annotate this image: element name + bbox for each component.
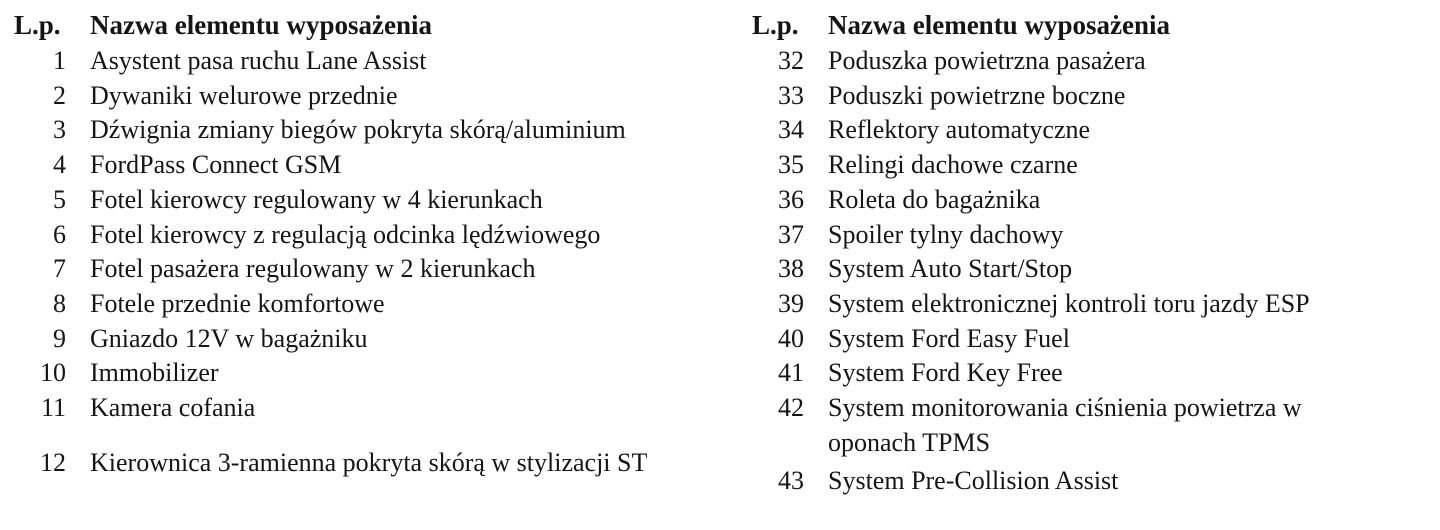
row-number: 34	[778, 115, 804, 145]
row-name: Fotel pasażera regulowany w 2 kierunkach	[90, 254, 536, 284]
row-number: 39	[778, 288, 804, 318]
table-row	[752, 183, 1432, 218]
table-row	[752, 79, 1432, 114]
table-header	[14, 6, 734, 44]
row-number: 12	[40, 447, 66, 477]
table-row	[14, 79, 734, 114]
row-number: 2	[53, 80, 66, 110]
row-number: 8	[53, 288, 66, 318]
row-number: 33	[778, 80, 804, 110]
table-row	[752, 218, 1432, 253]
table-row	[14, 113, 734, 148]
row-number: 6	[53, 219, 66, 249]
table-row	[752, 464, 1432, 499]
row-name: Dywaniki welurowe przednie	[90, 80, 398, 110]
row-name: Asystent pasa ruchu Lane Assist	[90, 46, 427, 75]
row-number: 9	[53, 323, 66, 353]
table-header	[752, 6, 1432, 44]
row-name: System monitorowania ciśnienia powietrza w oponach TPMS	[828, 393, 1302, 457]
row-name: Fotel kierowcy regulowany w 4 kierunkach	[90, 184, 543, 214]
equipment-table-left	[14, 6, 734, 484]
row-name: System Ford Easy Fuel	[828, 323, 1070, 353]
row-number: 40	[778, 323, 804, 353]
row-name: Dźwignia zmiany biegów pokryta skórą/aluminium	[90, 115, 626, 145]
table-row	[752, 322, 1432, 357]
row-number: 37	[778, 219, 804, 249]
row-name: Gniazdo 12V w bagażniku	[90, 323, 368, 353]
table-row	[14, 183, 734, 218]
row-name: Reflektory automatyczne	[828, 115, 1091, 145]
row-name: Poduszki powietrzne boczne	[828, 80, 1126, 110]
row-number: 42	[778, 393, 804, 423]
row-number: 1	[53, 46, 66, 75]
row-number: 32	[778, 46, 804, 75]
equipment-table-right	[752, 6, 1432, 499]
row-number: 38	[778, 254, 804, 284]
row-number: 36	[778, 184, 804, 214]
table-row	[752, 252, 1432, 287]
table-row	[752, 356, 1432, 391]
row-name: FordPass Connect GSM	[90, 150, 342, 180]
header-name: Nazwa elementu wyposażenia	[90, 9, 432, 40]
row-name: Poduszka powietrzna pasażera	[828, 46, 1146, 75]
row-name: System elektronicznej kontroli toru jazdy ESP	[828, 288, 1310, 318]
row-name: System Ford Key Free	[828, 358, 1063, 388]
table-row	[752, 113, 1432, 148]
table-row	[14, 287, 734, 322]
row-number: 5	[53, 184, 66, 214]
table-row	[752, 391, 1432, 460]
table-row	[14, 356, 734, 391]
table-row	[14, 148, 734, 183]
row-number: 11	[40, 393, 66, 423]
row-number: 3	[53, 115, 66, 145]
row-name: Kamera cofania	[90, 393, 256, 423]
row-number: 7	[53, 254, 66, 284]
header-name: Nazwa elementu wyposażenia	[828, 9, 1170, 40]
row-number: 41	[778, 358, 804, 388]
table-row	[752, 44, 1432, 79]
row-name: Kierownica 3-ramienna pokryta skórą w stylizacji ST	[90, 447, 648, 477]
table-row	[14, 391, 734, 426]
table-row	[14, 44, 734, 79]
table-row	[14, 252, 734, 287]
row-number: 4	[53, 150, 66, 180]
row-number: 43	[778, 466, 804, 496]
row-name: System Auto Start/Stop	[828, 254, 1073, 284]
row-name: Immobilizer	[90, 358, 219, 388]
row-name: Spoiler tylny dachowy	[828, 219, 1064, 249]
row-name: Roleta do bagażnika	[828, 184, 1041, 214]
row-name: System Pre-Collision Assist	[828, 466, 1119, 496]
table-row	[752, 148, 1432, 183]
row-number: 10	[40, 358, 66, 388]
table-row	[14, 446, 734, 481]
table-row	[14, 322, 734, 357]
row-name: Relingi dachowe czarne	[828, 150, 1078, 180]
header-number: L.p.	[752, 9, 799, 40]
row-name: Fotel kierowcy z regulacją odcinka lędźwiowego	[90, 219, 601, 249]
table-row	[14, 218, 734, 253]
table-row	[752, 287, 1432, 322]
row-number: 35	[778, 150, 804, 180]
header-number: L.p.	[14, 9, 61, 40]
row-name: Fotele przednie komfortowe	[90, 288, 385, 318]
